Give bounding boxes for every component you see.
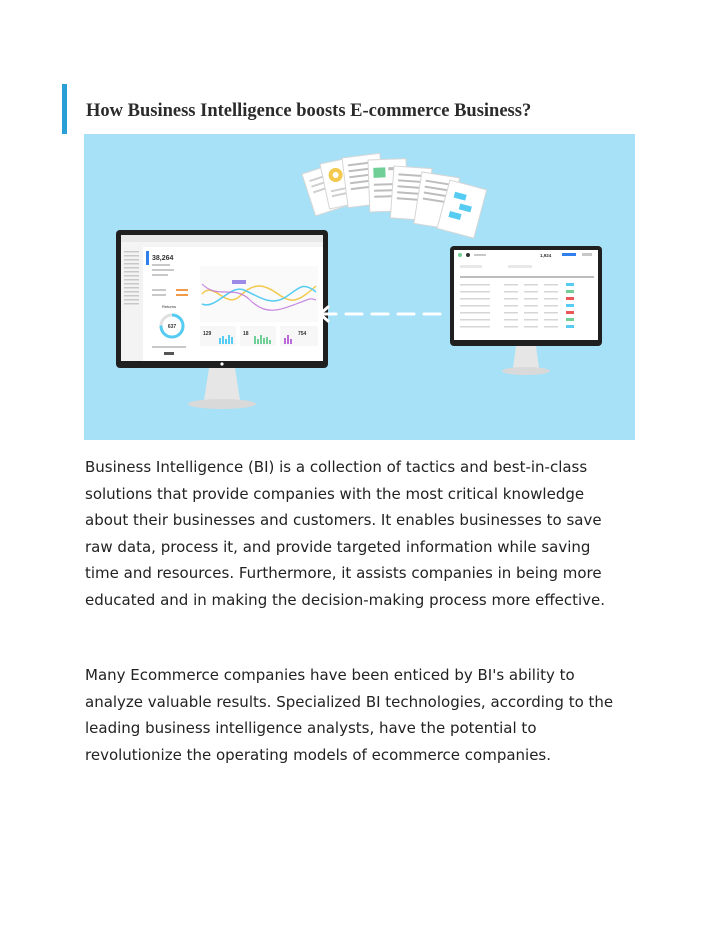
paragraph-line: solutions that provide companies with the most critical knowledge: [85, 484, 585, 503]
card-value-2: 18: [243, 331, 249, 337]
floating-documents: [302, 153, 487, 238]
svg-text:Returns: Returns: [162, 304, 177, 309]
card-value-1: 129: [203, 331, 212, 337]
paragraph-intro: [85, 454, 645, 613]
hero-illustration: [84, 134, 635, 440]
gauge-value: 637: [167, 324, 177, 330]
arrow-left-icon: [320, 307, 446, 321]
paragraph-line: analyze valuable results. Specialized BI technologies, according to the: [85, 692, 614, 711]
paragraph-line: leading business intelligence analysts, have the potential to: [85, 719, 537, 737]
paragraph-line: educated and in making the decision-making process more effective.: [85, 590, 606, 609]
stat-big: 38,264: [152, 255, 174, 262]
left-monitor: [116, 230, 328, 409]
right-monitor: [450, 246, 602, 375]
paragraph-line: about their businesses and customers. It enables businesses to save: [85, 511, 602, 529]
paragraph-line: Business Intelligence (BI) is a collection of tactics and best-in-class: [85, 458, 588, 476]
page-title: How Business Intelligence boosts E-commerce Business?: [86, 101, 532, 121]
paragraph-line: Many Ecommerce companies have been enticed by BI's ability to: [85, 666, 575, 684]
header-stat: 1,924: [540, 253, 552, 258]
paragraph-line: time and resources. Furthermore, it assists companies in being more: [85, 564, 602, 582]
paragraph-line: raw data, process it, and provide targeted information while saving: [85, 537, 591, 556]
bi-illustration: [84, 134, 635, 440]
card-value-3: 754: [298, 331, 307, 337]
paragraph-ecommerce: [85, 662, 645, 768]
heading-accent-bar: [62, 84, 67, 134]
paragraph-line: revolutionize the operating models of ecommerce companies.: [85, 745, 552, 764]
